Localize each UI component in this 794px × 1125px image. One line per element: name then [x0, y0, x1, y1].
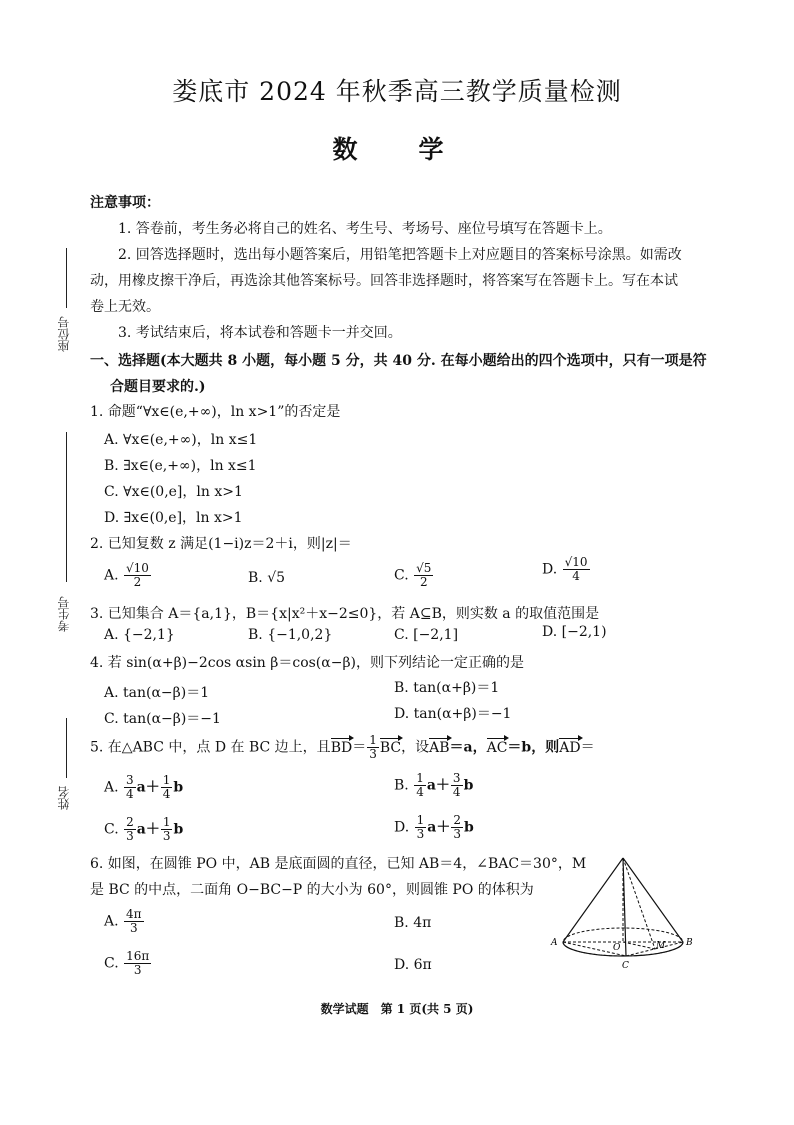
- q6-c-den: 3: [133, 963, 142, 977]
- q5-c-n2: 1: [162, 815, 171, 829]
- q5-c-label: C.: [104, 821, 119, 838]
- page-footer: 数学试题 第 1 页(共 5 页): [320, 1002, 474, 1016]
- q4-option-d: D. tan(α+β)＝−1: [394, 706, 512, 722]
- q5-fraction: [367, 734, 379, 761]
- q6-c-fraction: [124, 950, 151, 977]
- q5-a-frac2: [161, 774, 173, 801]
- q6-a-fraction: [124, 908, 144, 935]
- q1-stem: 1. 命题“∀x∈(e,+∞)，ln x>1”的否定是: [90, 404, 341, 420]
- q2-stem: 2. 已知复数 z 满足(1−i)z＝2＋i，则|z|＝: [90, 536, 352, 552]
- point-a-label: A: [551, 938, 558, 948]
- q5-frac-den: 3: [369, 747, 377, 761]
- section-line-1: 一、选择题(本大题共 8 小题，每小题 5 分，共 40 分. 在每小题给出的四个选项中，只有一项是符: [90, 353, 707, 369]
- q1-option-b: B. ∃x∈(e,+∞)，ln x≤1: [104, 458, 257, 474]
- q5-c-t1: a＋: [136, 821, 160, 838]
- cone-figure: [550, 850, 700, 975]
- q3-option-b: B. {−1,0,2}: [248, 627, 333, 643]
- q6-a-den: 3: [129, 921, 138, 935]
- q2-option-d: [542, 556, 591, 583]
- q6-option-b: B. 4π: [394, 915, 432, 931]
- q5-a-t1: a＋: [136, 779, 160, 796]
- q4-option-a: A. tan(α−β)＝1: [104, 685, 210, 701]
- q5-b-d1: 4: [416, 785, 424, 799]
- q2-d-num: √10: [564, 555, 588, 569]
- q6-stem-line-2: 是 BC 的中点，二面角 O−BC−P 的大小为 60°，则圆锥 PO 的体积为: [90, 882, 534, 898]
- point-c-label: C: [622, 961, 629, 971]
- q5-c-frac1: [124, 816, 136, 843]
- edge-pm: [623, 858, 655, 949]
- q5-option-a: [104, 774, 183, 801]
- q5-c-t2: b: [173, 821, 184, 838]
- q6-a-label: A.: [104, 913, 119, 930]
- segment-om: [623, 942, 655, 949]
- q5-a-n2: 1: [162, 773, 171, 787]
- q6-stem-line-1: 6. 如图，在圆锥 PO 中，AB 是底面圆的直径，已知 AB＝4，∠BAC＝30°，M: [90, 856, 587, 872]
- q5-b-label: B.: [394, 777, 409, 794]
- q2-a-den: 2: [133, 575, 142, 589]
- q2-a-fraction: [124, 562, 151, 589]
- q5-stem: [90, 734, 595, 761]
- section-line-2: 合题目要求的.): [110, 379, 206, 395]
- q1-option-c: C. ∀x∈(0,e]，ln x>1: [104, 484, 243, 500]
- q5-b-frac2: [451, 772, 463, 799]
- q2-c-fraction: [414, 562, 433, 589]
- q5-vec-ab: AB: [429, 739, 450, 756]
- q5-c-d1: 3: [126, 829, 134, 843]
- q2-d-label: D.: [542, 561, 558, 578]
- q2-d-den: 4: [572, 569, 580, 583]
- q5-d-frac1: [415, 814, 427, 841]
- q5-text-3: ＝a，: [449, 739, 487, 756]
- q2-option-c: [394, 562, 434, 589]
- q5-d-d2: 3: [453, 827, 461, 841]
- notice-item-1: 1. 答卷前，考生务必将自己的姓名、考生号、考场号、座位号填写在答题卡上。: [118, 221, 612, 237]
- name-line: [66, 718, 67, 778]
- q5-vec-ac: AC: [486, 739, 508, 756]
- q1-option-d: D. ∃x∈(0,e]，ln x>1: [104, 510, 243, 526]
- q4-option-c: C. tan(α−β)＝−1: [104, 711, 221, 727]
- q5-vec-bc: BC: [379, 739, 402, 756]
- q5-option-b: [394, 772, 473, 799]
- q5-b-t1: a＋: [426, 777, 450, 794]
- q2-option-a: [104, 562, 152, 589]
- q2-a-num: √10: [126, 561, 149, 575]
- q5-b-d2: 4: [452, 785, 461, 799]
- q5-d-t2: b: [464, 819, 474, 836]
- q2-option-b: B. √5: [248, 570, 286, 586]
- seat-label: 座位号: [57, 316, 71, 352]
- q5-b-n2: 3: [452, 771, 461, 785]
- q3-option-a: A. {−2,1}: [104, 627, 175, 643]
- q5-b-frac1: [414, 772, 426, 799]
- q2-c-label: C.: [394, 567, 409, 584]
- q2-d-fraction: [563, 556, 590, 583]
- point-m-label: M: [656, 941, 666, 951]
- notice-item-2b: 动，用橡皮擦干净后，再选涂其他答案标号。回答非选择题时，将答案写在答题卡上。写在本试: [90, 273, 678, 289]
- examno-label: 考生号: [57, 596, 71, 632]
- q5-d-t1: a＋: [427, 819, 451, 836]
- q5-c-d2: 3: [162, 829, 171, 843]
- q3-stem: 3. 已知集合 A＝{a,1}，B＝{x|x²＋x−2≤0}，若 A⊆B，则实数 a 的取值范围是: [90, 606, 600, 622]
- q5-c-n1: 2: [126, 815, 134, 829]
- q2-c-num: √5: [416, 561, 432, 575]
- q6-option-d: D. 6π: [394, 957, 432, 973]
- q5-b-t2: b: [463, 777, 474, 794]
- subject-title: 数 学: [332, 135, 462, 164]
- notice-item-3: 3. 考试结束后，将本试卷和答题卡一并交回。: [118, 325, 402, 341]
- q1-option-a: A. ∀x∈(e,+∞)，ln x≤1: [104, 432, 258, 448]
- q5-vec-ad: AD: [559, 739, 581, 756]
- q5-text-5: ＝: [580, 739, 595, 756]
- q5-d-frac2: [451, 814, 463, 841]
- q5-d-n1: 1: [416, 813, 425, 827]
- q6-c-num: 16π: [126, 949, 150, 963]
- q6-option-a: [104, 908, 145, 935]
- point-b-label: B: [686, 938, 693, 948]
- q3-option-c: C. [−2,1]: [394, 627, 459, 643]
- notice-item-2a: 2. 回答选择题时，选出每小题答案后，用铅笔把答题卡上对应题目的答案标号涂黑。如需改: [118, 247, 682, 263]
- q5-eq: ＝: [352, 739, 367, 756]
- q5-text-1: 5. 在△ABC 中，点 D 在 BC 边上，且: [90, 739, 331, 756]
- notice-heading: 注意事项：: [90, 195, 160, 211]
- q5-a-frac1: [124, 774, 136, 801]
- section-heading: [90, 348, 740, 400]
- q6-c-label: C.: [104, 955, 119, 972]
- q5-text-4: ＝b，则: [507, 739, 560, 756]
- q5-d-n2: 2: [453, 813, 461, 827]
- q5-vec-bd: BD: [330, 739, 353, 756]
- q6-option-c: [104, 950, 152, 977]
- q5-a-t2: b: [173, 779, 184, 796]
- q5-a-d1: 4: [126, 787, 134, 801]
- q6-a-num: 4π: [126, 907, 142, 921]
- q2-c-den: 2: [419, 575, 428, 589]
- q5-text-2: ，设: [401, 739, 430, 756]
- q5-b-n1: 1: [416, 771, 424, 785]
- q4-option-b: B. tan(α+β)＝1: [394, 680, 500, 696]
- q5-a-label: A.: [104, 779, 119, 796]
- q2-a-label: A.: [104, 567, 119, 584]
- notice-item-2c: 卷上无效。: [90, 299, 160, 315]
- q5-option-d: [394, 814, 474, 841]
- examno-line: [66, 432, 67, 582]
- q5-d-d1: 3: [416, 827, 425, 841]
- q5-a-d2: 4: [162, 787, 171, 801]
- q5-a-n1: 3: [126, 773, 134, 787]
- point-o-label: O: [613, 943, 621, 953]
- edge-pc: [623, 858, 626, 956]
- q5-d-label: D.: [394, 819, 410, 836]
- q5-c-frac2: [161, 816, 173, 843]
- name-label: 姓名: [57, 786, 71, 810]
- q3-option-d: D. [−2,1): [542, 624, 607, 640]
- q5-option-c: [104, 816, 183, 843]
- q4-stem: 4. 若 sin(α+β)−2cos αsin β＝cos(α−β)，则下列结论一定正确的是: [90, 655, 525, 671]
- seat-line: [66, 248, 67, 308]
- q5-frac-num: 1: [369, 733, 377, 747]
- notice-block: [90, 190, 740, 346]
- exam-title: 娄底市 2024 年秋季高三教学质量检测: [172, 77, 622, 106]
